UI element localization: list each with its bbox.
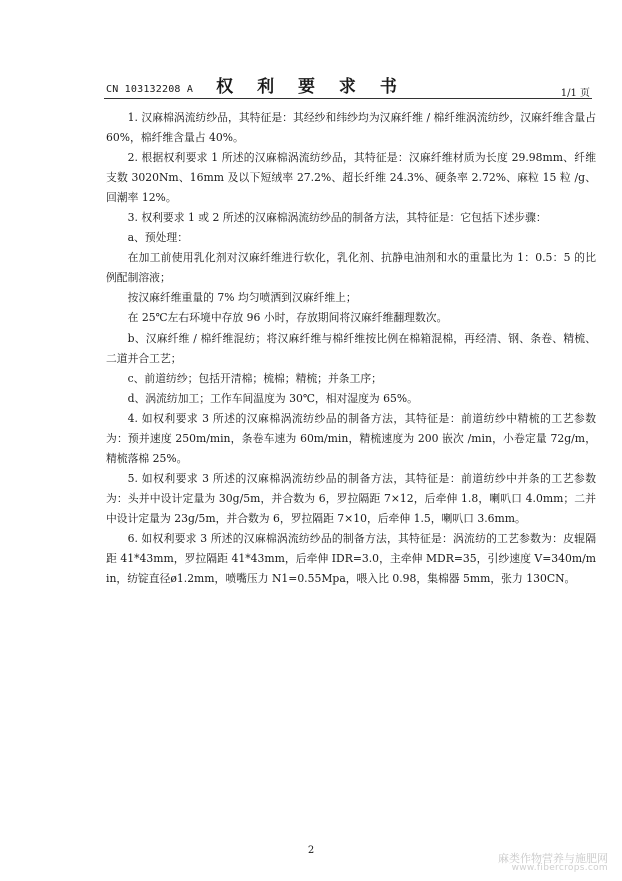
claims-body bbox=[106, 108, 596, 589]
claim-3-step-a-detail-3: 在 25℃左右环境中存放 96 小时，存放期间将汉麻纤维翻理数次。 bbox=[127, 311, 448, 325]
claim-3-step-c: c、前道纺纱；包括开清棉；梳棉；精梳；并条工序； bbox=[127, 371, 382, 385]
claim-6: 6. 如权利要求 3 所述的汉麻棉涡流纺纱品的制备方法，其特征是：涡流纺的工艺参数为：皮辊隔距 41*43mm，罗拉隔距 41*43mm，后牵伸 IDR=3.0，主牵伸 MDR=35，引纱速度 V=340m/min，纺锭直径ø1.2mm，喷嘴压力 N1=0.55Mpa，喂入比 0.98，集棉器 5mm，张力 130CN。 bbox=[106, 531, 596, 586]
page-indicator: 1/1 页 bbox=[560, 88, 590, 99]
claim-5: 5. 如权利要求 3 所述的汉麻棉涡流纺纱品的制备方法，其特征是：前道纺纱中并条的工艺参数为：头并中设计定量为 30g/5m，并合数为 6，罗拉隔距 7×12，后牵伸 1.8，喇叭口 4.0mm；二并中设计定量为 23g/5m，并合数为 6，罗拉隔距 7×10，后牵伸 1.5，喇叭口 3.6mm。 bbox=[106, 471, 596, 525]
claim-3-step-d: d、涡流纺加工；工作车间温度为 30℃，相对湿度为 65%。 bbox=[127, 391, 418, 405]
claim-3-step-b: b、汉麻纤维 / 棉纤维混纺；将汉麻纤维与棉纤维按比例在棉箱混棉，再经清、钢、条卷、精梳、二道并合工艺； bbox=[106, 331, 596, 365]
claim-3-step-a: a、预处理： bbox=[127, 231, 189, 245]
claim-3: 3. 权利要求 1 或 2 所述的汉麻棉涡流纺纱品的制备方法，其特征是：它包括下述步骤： bbox=[127, 211, 547, 225]
header-divider bbox=[104, 98, 592, 99]
claim-3-step-a-detail-1: 在加工前使用乳化剂对汉麻纤维进行软化，乳化剂、抗静电油剂和水的重量比为 1：0.5：5 的比例配制溶液； bbox=[106, 251, 596, 285]
watermark-url: www.fibercrops.com bbox=[511, 863, 608, 873]
claim-3-step-a-detail-2: 按汉麻纤维重量的 7% 均匀喷洒到汉麻纤维上； bbox=[127, 291, 357, 305]
claim-2: 2. 根据权利要求 1 所述的汉麻棉涡流纺纱品，其特征是：汉麻纤维材质为长度 29.98mm、纤维支数 3020Nm、16mm 及以下短绒率 27.2%、超长纤维 24.3%、硬条率 2.72%、麻粒 15 粒 /g、回潮率 12%。 bbox=[106, 151, 596, 205]
watermark-site-name: 麻类作物营养与施肥网 bbox=[498, 852, 608, 865]
page-number: 2 bbox=[307, 845, 315, 856]
document-number: CN 103132208 A bbox=[106, 84, 194, 95]
claim-4: 4. 如权利要求 3 所述的汉麻棉涡流纺纱品的制备方法，其特征是：前道纺纱中精梳的工艺参数为：预并速度 250m/min，条卷车速为 60m/min，精梳速度为 200 嵌次 /min，小卷定量 72g/m，精梳落棉 25%。 bbox=[106, 411, 596, 465]
document-title: 权 利 要 求 书 bbox=[216, 77, 406, 97]
claim-1: 1. 汉麻棉涡流纺纱品，其特征是：其经纱和纬纱均为汉麻纤维 / 棉纤维涡流纺纱，汉麻纤维含量占 60%，棉纤维含量占 40%。 bbox=[106, 111, 596, 145]
